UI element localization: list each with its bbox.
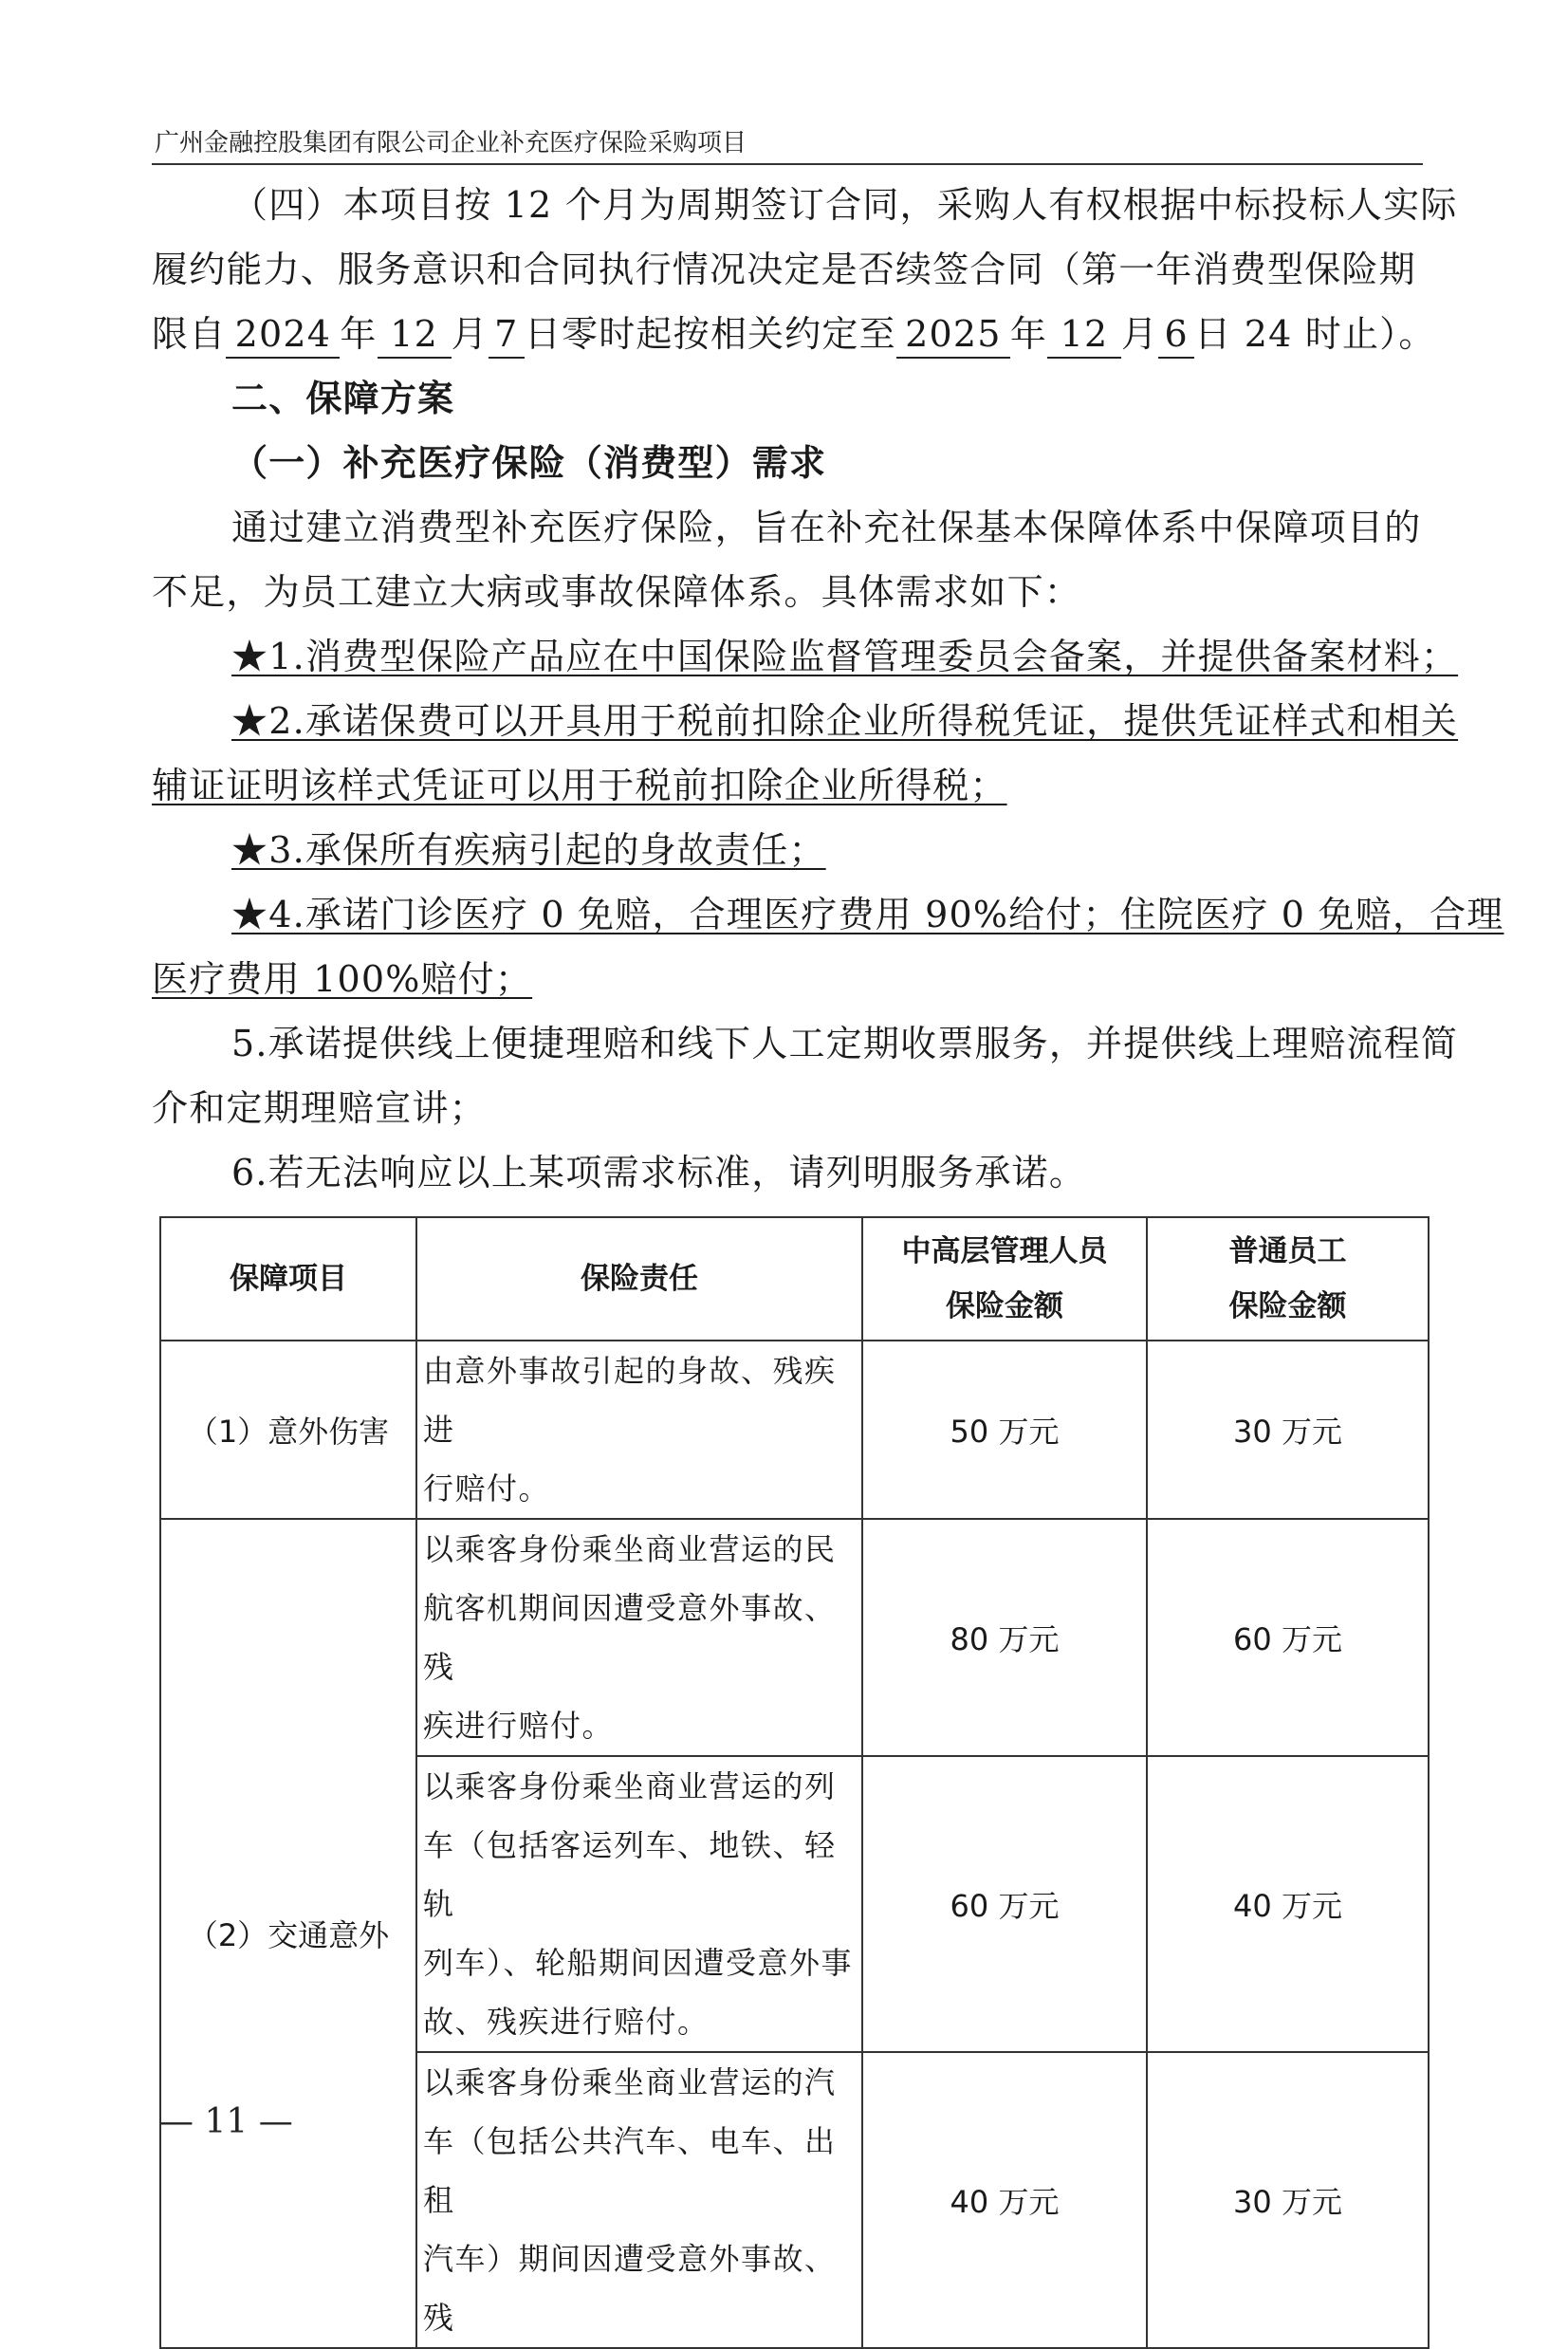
month-label-1: 月 [451, 313, 489, 355]
header-staff-amount: 普通员工 保险金额 [1147, 1217, 1429, 1341]
end-year: 2025 [896, 311, 1010, 359]
requirement-2: ★2.承诺保费可以开具用于税前扣除企业所得税凭证，提供凭证样式和相关 [231, 700, 1459, 742]
start-year: 2024 [226, 311, 340, 359]
requirement-4-cont: 医疗费用 100%赔付； [152, 958, 533, 1000]
row-item-traffic: （2）交通意外 [160, 1519, 416, 2348]
row-liability: 以乘客身份乘坐商业营运的列 车（包括客运列车、地铁、轻轨 列车）、轮船期间因遭受意外事 故、残疾进行赔付。 [416, 1756, 862, 2052]
row-mgmt-amount: 60 万元 [862, 1756, 1147, 2052]
start-day: 7 [489, 311, 525, 359]
header-item: 保障项目 [160, 1217, 416, 1341]
header-mgmt-amount: 中高层管理人员 保险金额 [862, 1217, 1147, 1341]
row-mgmt-amount: 50 万元 [862, 1341, 1147, 1519]
header-liability: 保险责任 [416, 1217, 862, 1341]
requirement-6: 6.若无法响应以上某项需求标准，请列明服务承诺。 [231, 1152, 1087, 1193]
document-header: 广州金融控股集团有限公司企业补充医疗保险采购项目 [155, 129, 747, 157]
row-liability: 以乘客身份乘坐商业营运的民 航客机期间因遭受意外事故、残 疾进行赔付。 [416, 1519, 862, 1756]
intro-line-2: 不足，为员工建立大病或事故保障体系。具体需求如下： [152, 571, 1082, 613]
requirement-4: ★4.承诺门诊医疗 0 免赔，合理医疗费用 90%给付；住院医疗 0 免赔，合理 [231, 894, 1504, 935]
table-row [160, 1341, 1429, 1519]
row-mgmt-amount: 80 万元 [862, 1519, 1147, 1756]
row-mgmt-amount: 40 万元 [862, 2052, 1147, 2348]
requirement-5: 5.承诺提供线上便捷理赔和线下人工定期收票服务，并提供线上理赔流程简 [231, 1023, 1459, 1064]
end-month: 12 [1047, 311, 1121, 359]
table-header-row [160, 1217, 1429, 1341]
row-item-accident: （1）意外伤害 [160, 1341, 416, 1519]
period-suffix: 日 24 时止）。 [1194, 313, 1436, 355]
start-month: 12 [378, 311, 452, 359]
period-prefix: 限自 [152, 313, 227, 355]
row-liability: 以乘客身份乘坐商业营运的汽 车（包括公共汽车、电车、出租 汽车）期间因遭受意外事故、残 [416, 2052, 862, 2348]
requirement-3: ★3.承保所有疾病引起的身故责任； [231, 829, 826, 871]
section-heading: 二、保障方案 [231, 378, 455, 419]
table-row [160, 1519, 1429, 1756]
row-staff-amount: 30 万元 [1147, 2052, 1429, 2348]
coverage-table [159, 1216, 1430, 2349]
page-number: — 11 — [159, 2102, 293, 2141]
month-label-2: 月 [1121, 313, 1159, 355]
row-staff-amount: 40 万元 [1147, 1756, 1429, 2052]
row-staff-amount: 30 万元 [1147, 1341, 1429, 1519]
contract-line-1: （四）本项目按 12 个月为周期签订合同，采购人有权根据中标投标人实际 [231, 184, 1458, 226]
intro-line-1: 通过建立消费型补充医疗保险，旨在补充社保基本保障体系中保障项目的 [231, 507, 1422, 548]
requirement-5-cont: 介和定期理赔宣讲； [152, 1087, 487, 1129]
contract-line-3 [152, 302, 1436, 366]
document-body [152, 173, 1504, 1205]
header-divider [152, 163, 1423, 165]
requirement-2-cont: 辅证证明该样式凭证可以用于税前扣除企业所得税； [152, 765, 1007, 806]
row-staff-amount: 60 万元 [1147, 1519, 1429, 1756]
contract-line-2: 履约能力、服务意识和合同执行情况决定是否续签合同（第一年消费型保险期 [152, 249, 1416, 290]
end-day: 6 [1158, 311, 1194, 359]
row-liability: 由意外事故引起的身故、残疾进 行赔付。 [416, 1341, 862, 1519]
year-label-2: 年 [1009, 313, 1048, 355]
period-middle: 日零时起按相关约定至 [524, 313, 896, 355]
subsection-heading: （一）补充医疗保险（消费型）需求 [231, 442, 827, 484]
requirement-1: ★1.消费型保险产品应在中国保险监督管理委员会备案，并提供备案材料； [231, 636, 1459, 677]
year-label-1: 年 [340, 313, 378, 355]
